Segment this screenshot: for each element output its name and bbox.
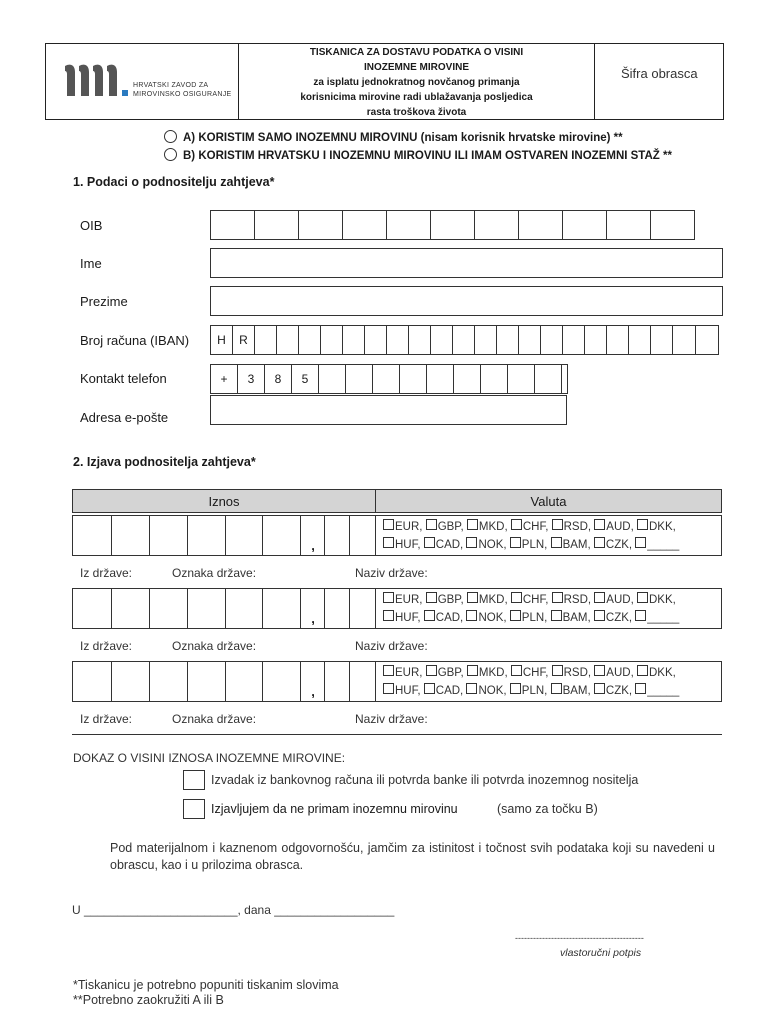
from-country-label: Iz države: xyxy=(80,566,133,580)
logo-text: HRVATSKI ZAVOD ZA MIROVINSKO OSIGURANJE xyxy=(133,82,232,98)
phone-prefix: 5 xyxy=(292,365,319,393)
form-code-label: Šifra obrasca xyxy=(621,66,698,81)
signature-label: vlastoručni potpis xyxy=(560,947,642,959)
email-label: Adresa e-pošte xyxy=(80,410,169,425)
proof-option-2-label: Izjavljujem da ne primam inozemnu mirovinu xyxy=(211,802,458,816)
declaration-text: Pod materijalnom i kaznenom odgovornošću, jamčim za istinitost i točnost svih podataka koji su navedeni u obrascu, kao i u prilozima obrasca. xyxy=(110,841,715,872)
form-header xyxy=(45,43,724,120)
oib-label: OIB xyxy=(80,218,103,233)
country-code-label: Oznaka države: xyxy=(172,712,257,726)
ime-input[interactable] xyxy=(210,248,723,278)
country-code-label: Oznaka države: xyxy=(172,639,257,653)
amount-row-1 xyxy=(72,515,722,556)
place-date-line[interactable]: U _______________________, dana __________________ xyxy=(72,903,395,917)
amount-row-3 xyxy=(72,661,722,702)
phone-prefix: + xyxy=(211,365,238,393)
radio-a[interactable] xyxy=(164,130,177,143)
col-currency: Valuta xyxy=(530,493,567,509)
title-line: TISKANICA ZA DOSTAVU PODATKA O VISINI xyxy=(309,47,524,58)
signature-line: ------------------------------------------- xyxy=(515,933,644,943)
title-line: rasta troškova života xyxy=(366,107,467,118)
hzmo-logo-icon xyxy=(63,62,123,98)
email-input[interactable] xyxy=(210,395,567,425)
proof-option-2-note: (samo za točku B) xyxy=(497,802,598,816)
section-1-title: 1. Podaci o podnositelju zahtjeva* xyxy=(73,175,275,189)
phone-prefix: 8 xyxy=(265,365,292,393)
country-name-label: Naziv države: xyxy=(355,566,428,580)
col-amount: Iznos xyxy=(73,490,376,512)
decimal-comma: , xyxy=(311,611,315,626)
iban-label: Broj računa (IBAN) xyxy=(80,333,190,348)
ime-label: Ime xyxy=(80,256,102,271)
currency-options[interactable]: EUR, GBP, MKD, CHF, RSD, AUD, DKK, HUF, CAD, NOK, PLN, BAM, CZK, _____ xyxy=(376,589,679,628)
option-a[interactable] xyxy=(164,130,623,144)
amount-row-2 xyxy=(72,588,722,629)
decimal-comma: , xyxy=(311,538,315,553)
phone-prefix: 3 xyxy=(238,365,265,393)
title-line: INOZEMNE MIROVINE xyxy=(363,62,469,73)
iban-prefix-h: H xyxy=(211,326,233,354)
decimal-comma: , xyxy=(311,684,315,699)
currency-options[interactable]: EUR, GBP, MKD, CHF, RSD, AUD, DKK, HUF, CAD, NOK, PLN, BAM, CZK, _____ xyxy=(376,516,679,555)
iban-input[interactable] xyxy=(210,325,719,355)
amount-cells[interactable] xyxy=(73,516,376,555)
proof-option-1-label: Izvadak iz bankovnog računa ili potvrda banke ili potvrda inozemnog nositelja xyxy=(211,773,639,787)
prezime-label: Prezime xyxy=(80,294,128,309)
country-name-label: Naziv države: xyxy=(355,639,428,653)
footnote-1: *Tiskanicu je potrebno popuniti tiskanim slovima xyxy=(73,978,339,992)
amount-cells[interactable] xyxy=(73,589,376,628)
phone-label: Kontakt telefon xyxy=(80,371,167,386)
proof-title: DOKAZ O VISINI IZNOSA INOZEMNE MIROVINE: xyxy=(73,751,346,765)
proof-option-2-checkbox[interactable] xyxy=(183,799,205,819)
radio-b[interactable] xyxy=(164,148,177,161)
divider xyxy=(72,734,722,735)
section-2-title: 2. Izjava podnositelja zahtjeva* xyxy=(73,455,256,469)
country-code-label: Oznaka države: xyxy=(172,566,257,580)
country-name-label: Naziv države: xyxy=(355,712,428,726)
from-country-label: Iz države: xyxy=(80,639,133,653)
prezime-input[interactable] xyxy=(210,286,723,316)
phone-input[interactable] xyxy=(210,364,568,394)
iban-prefix-r: R xyxy=(233,326,255,354)
footnote-2: **Potrebno zaokružiti A ili B xyxy=(73,993,224,1007)
currency-options[interactable]: EUR, GBP, MKD, CHF, RSD, AUD, DKK, HUF, CAD, NOK, PLN, BAM, CZK, _____ xyxy=(376,662,679,701)
amount-cells[interactable] xyxy=(73,662,376,701)
title-line: za isplatu jednokratnog novčanog primanja xyxy=(313,77,520,88)
option-b[interactable] xyxy=(164,148,672,162)
form-title xyxy=(239,44,595,120)
logo-accent xyxy=(122,90,128,96)
amount-table-header xyxy=(72,489,722,513)
from-country-label: Iz države: xyxy=(80,712,133,726)
option-a-label: A) KORISTIM SAMO INOZEMNU MIROVINU (nisam korisnik hrvatske mirovine) ** xyxy=(183,132,623,144)
title-line: korisnicima mirovine radi ublažavanja posljedica xyxy=(300,92,533,103)
oib-input[interactable] xyxy=(210,210,695,240)
option-b-label: B) KORISTIM HRVATSKU I INOZEMNU MIROVINU ILI IMAM OSTVAREN INOZEMNI STAŽ ** xyxy=(183,150,672,162)
hzmo-logo xyxy=(46,44,239,119)
proof-option-1-checkbox[interactable] xyxy=(183,770,205,790)
